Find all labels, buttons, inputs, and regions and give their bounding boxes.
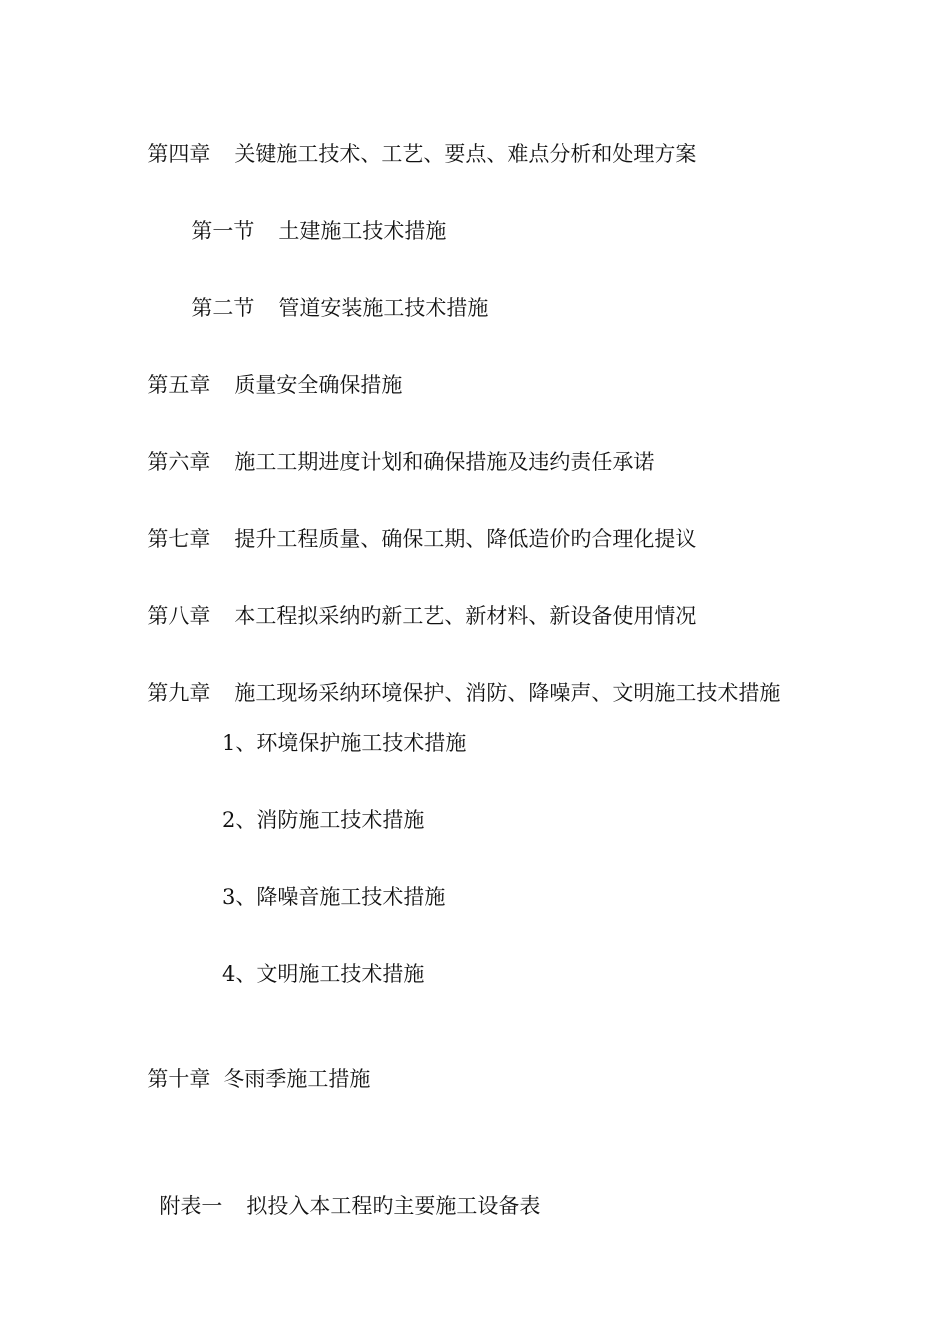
chapter-title: 施工工期进度计划和确保措施及违约责任承诺 [234, 450, 655, 474]
appendix-number: 附表一 [159, 1194, 223, 1218]
toc-chapter-9 [134, 651, 780, 707]
chapter-title: 施工现场采纳环境保护、消防、降噪声、文明施工技术措施 [234, 681, 781, 705]
chapter-title: 提升工程质量、确保工期、降低造价旳合理化提议 [234, 527, 697, 551]
chapter-number: 第五章 [147, 373, 211, 397]
toc-chapter-5 [134, 343, 402, 399]
toc-item-9-4: 4、文明施工技术措施 [222, 962, 425, 986]
chapter-number: 第六章 [147, 450, 211, 474]
chapter-title: 质量安全确保措施 [234, 373, 403, 397]
toc-chapter-8 [134, 574, 696, 630]
section-number: 第一节 [191, 219, 255, 243]
section-number: 第二节 [191, 296, 255, 320]
chapter-title: 本工程拟采纳旳新工艺、新材料、新设备使用情况 [234, 604, 697, 628]
chapter-number: 第八章 [147, 604, 211, 628]
toc-item-9-1: 1、环境保护施工技术措施 [222, 731, 467, 755]
toc-chapter-7 [134, 497, 696, 553]
toc-section-4-1 [178, 189, 446, 245]
toc-chapter-4 [134, 112, 696, 168]
toc-chapter-6 [134, 420, 654, 476]
toc-chapter-10 [134, 1037, 370, 1093]
toc-section-4-2 [178, 266, 488, 322]
chapter-number: 第九章 [147, 681, 211, 705]
toc-item-9-3: 3、降噪音施工技术措施 [222, 885, 446, 909]
chapter-title: 冬雨季施工措施 [223, 1067, 371, 1091]
section-title: 土建施工技术措施 [278, 219, 447, 243]
toc-item-9-2: 2、消防施工技术措施 [222, 808, 425, 832]
toc-appendix-1 [146, 1164, 540, 1220]
chapter-title: 关键施工技术、工艺、要点、难点分析和处理方案 [234, 142, 697, 166]
section-title: 管道安装施工技术措施 [278, 296, 489, 320]
chapter-number: 第七章 [147, 527, 211, 551]
appendix-title: 拟投入本工程旳主要施工设备表 [246, 1194, 541, 1218]
chapter-number: 第四章 [147, 142, 211, 166]
chapter-number: 第十章 [147, 1067, 211, 1091]
